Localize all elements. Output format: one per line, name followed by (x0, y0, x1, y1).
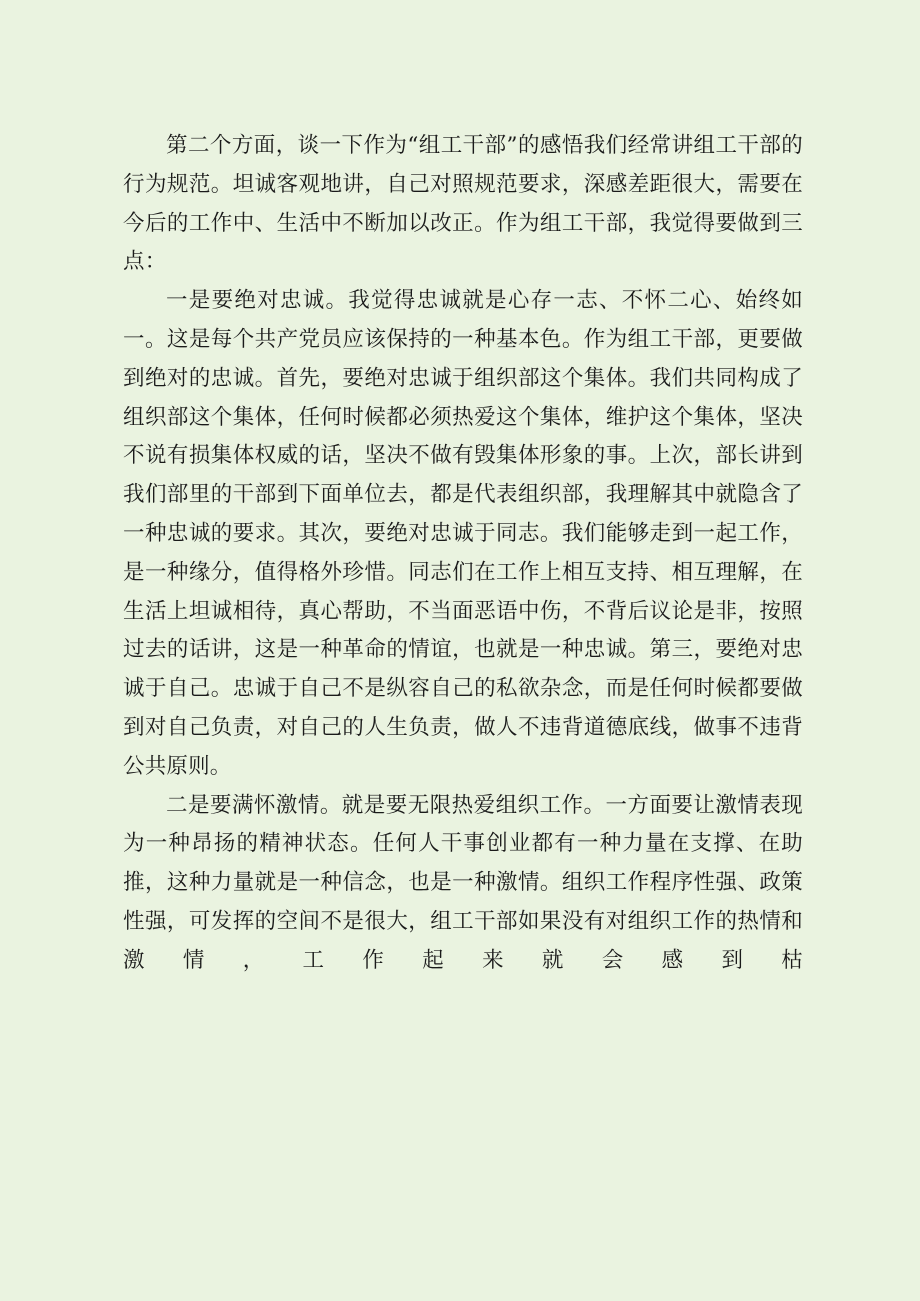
paragraph-loyalty: 一是要绝对忠诚。我觉得忠诚就是心存一志、不怀二心、始终如一。这是每个共产党员应该保持的一种基本色。作为组工干部，更要做到绝对的忠诚。首先，要绝对忠诚于组织部这个集体。我们共同构成了组织部这个集体，任何时候都必须热爱这个集体，维护这个集体，坚决不说有损集体权威的话，坚决不做有毁集体形象的事。上次，部长讲到我们部里的干部到下面单位去，都是代表组织部，我理解其中就隐含了一种忠诚的要求。其次，要绝对忠诚于同志。我们能够走到一起工作，是一种缘分，值得格外珍惜。同志们在工作上相互支持、相互理解，在生活上坦诚相待，真心帮助，不当面恶语中伤，不背后议论是非，按照过去的话讲，这是一种革命的情谊，也就是一种忠诚。第三，要绝对忠诚于自己。忠诚于自己不是纵容自己的私欲杂念，而是任何时候都要做到对自己负责，对自己的人生负责，做人不违背道德底线，做事不违背公共原则。 (123, 288, 803, 779)
document-body (123, 127, 803, 981)
paragraph-intro: 第二个方面，谈一下作为“组工干部”的感悟我们经常讲组工干部的行为规范。坦诚客观地讲，自己对照规范要求，深感差距很大，需要在今后的工作中、生活中不断加以改正。作为组工干部，我觉得要做到三点： (123, 133, 803, 275)
paragraph-passion: 二是要满怀激情。就是要无限热爱组织工作。一方面要让激情表现为一种昂扬的精神状态。任何人干事创业都有一种力量在支撑、在助推，这种力量就是一种信念，也是一种激情。组织工作程序性强、政策性强，可发挥的空间不是很大，组工干部如果没有对组织工作的热情和激情，工作起来就会感到枯 (123, 792, 803, 973)
